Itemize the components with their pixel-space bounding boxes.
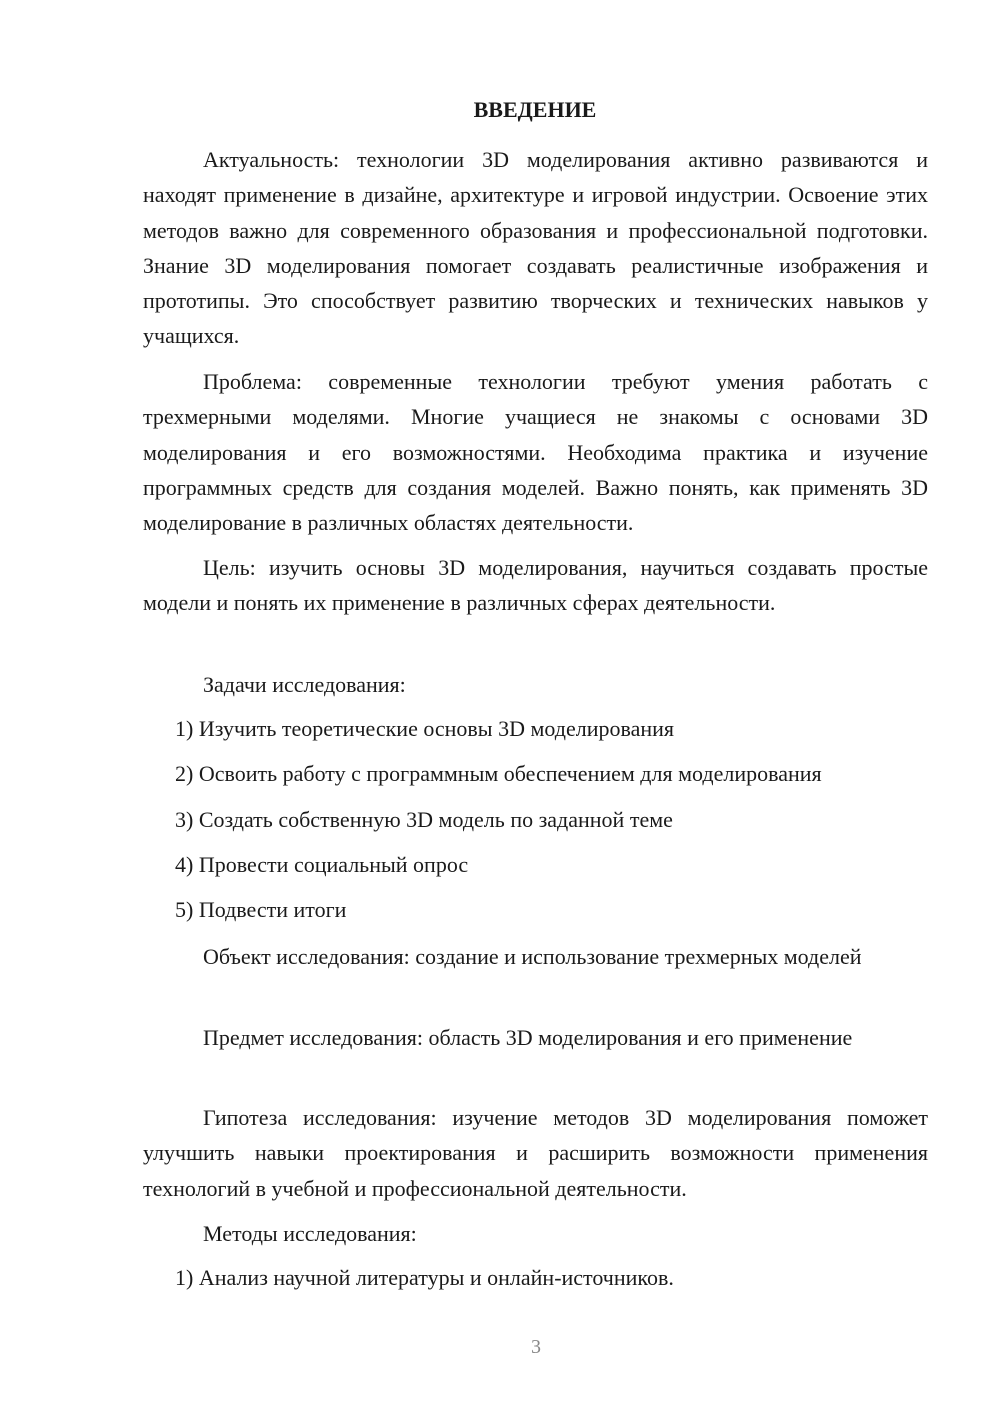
tasks-title: Задачи исследования: xyxy=(203,672,406,697)
task-item-3: 3) Создать собственную 3D модель по заданной теме xyxy=(175,807,673,832)
subject-paragraph: Предмет исследования: область 3D моделирования и его применение xyxy=(203,1025,853,1050)
task-item-5: 5) Подвести итоги xyxy=(175,897,347,922)
hypothesis-paragraph: Гипотеза исследования: изучение методов 3D моделирования поможет улучшить навыки проектирования и расширить возможности применения технологий в учебной и профессиональной деятельности. xyxy=(143,1105,928,1201)
page-title: ВВЕДЕНИЕ xyxy=(473,97,597,122)
goal-paragraph: Цель: изучить основы 3D моделирования, научиться создавать простые модели и понять их применение в различных сферах деятельности. xyxy=(143,555,928,616)
relevance-paragraph: Актуальность: технологии 3D моделирования активно развиваются и находят применение в дизайне, архитектуре и игровой индустрии. Освоение этих методов важно для современного образования и профессиональной подготовки. Знание 3D моделирования помогает создавать реалистичные изображения и прототипы. Это способствует развитию творческих и технических навыков у учащихся. xyxy=(143,147,928,349)
object-paragraph: Объект исследования: создание и использование трехмерных моделей xyxy=(203,944,862,969)
task-item-2: 2) Освоить работу с программным обеспечением для моделирования xyxy=(175,761,822,786)
method-item-1: 1) Анализ научной литературы и онлайн-источников. xyxy=(175,1265,674,1290)
page-number: 3 xyxy=(531,1336,541,1358)
methods-title: Методы исследования: xyxy=(203,1221,417,1246)
task-item-1: 1) Изучить теоретические основы 3D моделирования xyxy=(175,716,674,741)
task-item-4: 4) Провести социальный опрос xyxy=(175,852,469,877)
problem-paragraph: Проблема: современные технологии требуют умения работать с трехмерными моделями. Многие учащиеся не знакомы с основами 3D моделирования и его возможностями. Необходима практика и изучение программных средств для создания моделей. Важно понять, как применять 3D моделирование в различных областях деятельности. xyxy=(143,369,928,536)
